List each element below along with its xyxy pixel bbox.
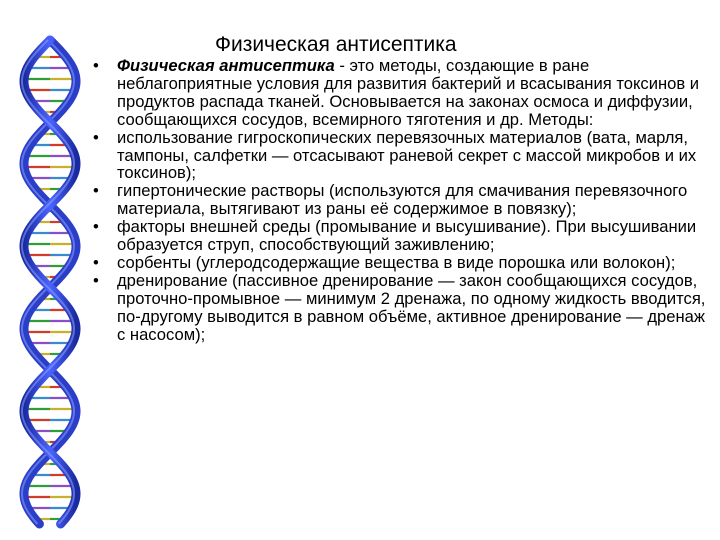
bullet-text: использование гигроскопических перевязочных материалов (вата, марля, тампоны, салфетки — отсасывают раневой секрет с массой микробов и их токсинов); [117, 127, 697, 183]
definition-text: - это методы, создающие в ране неблагоприятные условия для развития бактерий и всасывания токсинов и продуктов распада тканей. Основывается на законах осмоса и диффузии, сообщающихся сосудов, всемирного тяготения и др. Методы: [117, 56, 700, 129]
bullet-text: гипертонические растворы (используются для смачивания перевязочного материала, вытягивают из раны её содержимое в повязку); [117, 181, 688, 219]
slide-title: Физическая антисептика [215, 33, 457, 56]
bullet-hypertonic-solutions [93, 182, 713, 218]
bullet-hygroscopic-materials [93, 129, 713, 183]
bullet-text: факторы внешней среды (промывание и высушивание). При высушивании образуется струп, способствующий заживлению; [117, 217, 697, 255]
bullet-drainage [93, 272, 713, 344]
bullet-marker: • [93, 270, 99, 290]
bullet-marker: • [93, 252, 99, 272]
bullet-environment-factors [93, 218, 713, 254]
bullet-definition [93, 57, 713, 129]
bullet-marker: • [93, 181, 99, 201]
bullet-marker: • [93, 56, 99, 75]
definition-term: Физическая антисептика [117, 56, 335, 75]
bullet-text: дренирование (пассивное дренирование — закон сообщающихся сосудов, проточно-промывное — минимум 2 дренажа, по одному жидкость вводится, по-другому выводится в равном объёме, активное дренирование — дренаж с насосом); [117, 270, 706, 344]
bullet-marker: • [93, 127, 99, 147]
bullet-sorbents [93, 254, 713, 272]
bullet-list [93, 57, 713, 344]
bullet-text: сорбенты (углеродсодержащие вещества в виде порошка или волокон); [117, 252, 676, 272]
bullet-marker: • [93, 217, 99, 237]
